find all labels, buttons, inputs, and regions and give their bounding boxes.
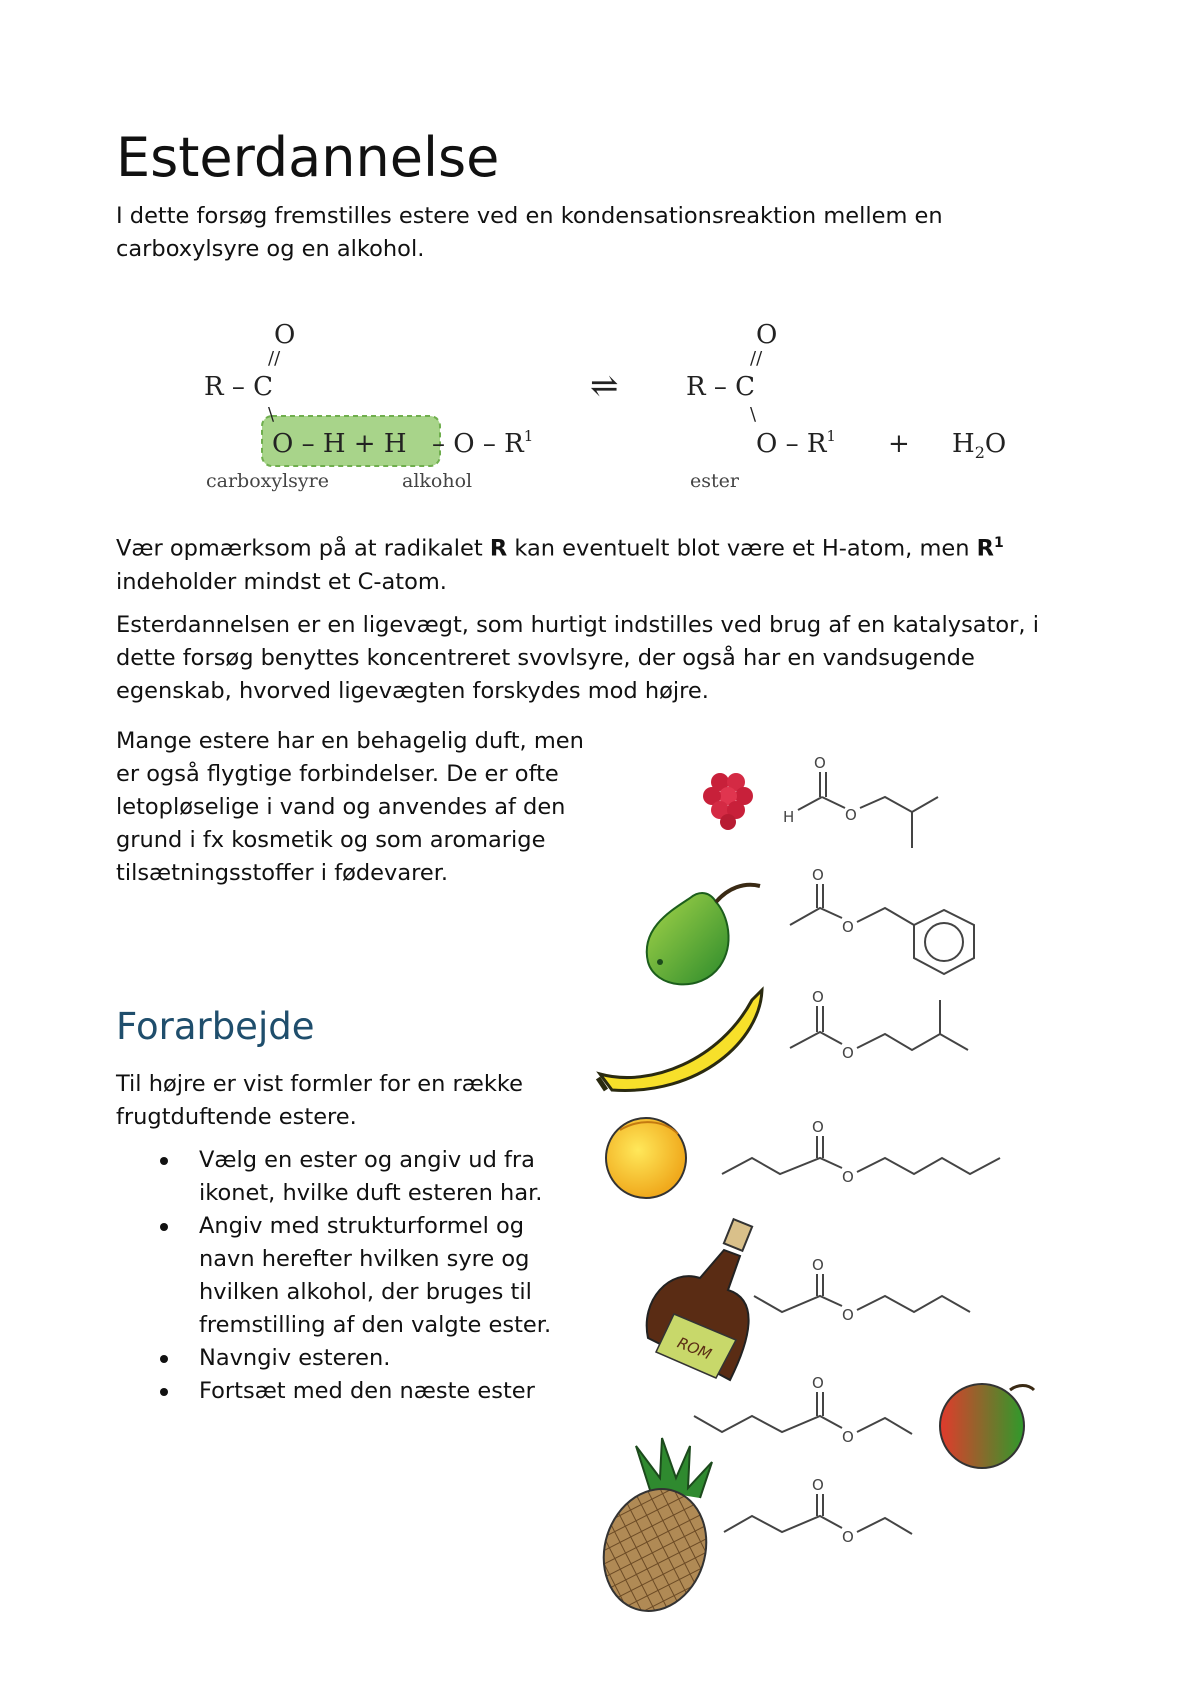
section-intro: Til højre er vist formler for en række frugtduftende estere. <box>116 1071 523 1130</box>
svg-text:O: O <box>814 754 826 772</box>
list-item: Navngiv esteren. <box>116 1342 576 1375</box>
list-item: Angiv med strukturformel og navn herefter hvilken syre og hvilken alkohol, der bruges til fremstilling af den valgte ester. <box>116 1210 576 1342</box>
aroma-paragraph: Mange estere har en behagelig duft, men er også flygtige forbindelser. De er ofte letopløselige i vand og anvendes af den grund i fx kosmetik og som aromarige tilsætningsstoffer i fødevarer. <box>116 728 584 886</box>
svg-text:O: O <box>812 866 824 884</box>
oh-h-group: O – H + H <box>272 429 407 459</box>
svg-text:O: O <box>842 1306 854 1324</box>
label-alkohol: alkohol <box>402 470 473 492</box>
equilibrium-paragraph: Esterdannelsen er en ligevægt, som hurtigt indstilles ved brug af en katalysator, i dette forsøg benyttes koncentreret svovlsyre, der også har en vandsugende egenskab, hvorved ligevægten forskydes mod højre. <box>116 612 1039 704</box>
svg-text:O: O <box>842 1428 854 1446</box>
banana-icon <box>598 990 762 1090</box>
ester-structure-ethyl-butanoate <box>724 1476 912 1546</box>
equilibrium-arrow: ⇌ <box>590 366 619 406</box>
list-item: Fortsæt med den næste ester <box>116 1375 576 1408</box>
list-item: Vælg en ester og angiv ud fra ikonet, hvilke duft esteren har. <box>116 1144 576 1210</box>
label-ester: ester <box>690 470 739 492</box>
note-paragraph: Vær opmærksom på at radikalet R kan eventuelt blot være et H-atom, men $R^1$ indeholder mindst et C-atom. <box>116 535 1004 595</box>
svg-text:H: H <box>783 808 795 826</box>
ester-structure-benzyl-acetate <box>790 866 974 974</box>
pear-icon <box>647 885 760 985</box>
acid-oxygen: O <box>274 320 296 350</box>
ester-or1: O – $R^1$ <box>756 427 836 459</box>
svg-text:O: O <box>812 1476 824 1494</box>
svg-text:O: O <box>845 806 857 824</box>
water-formula: $H_2O$ <box>952 429 1007 462</box>
svg-text:O: O <box>812 988 824 1006</box>
ester-structure-butyl-propanoate <box>754 1256 970 1324</box>
svg-text:O: O <box>842 1044 854 1062</box>
ester-bond-down: \ <box>750 404 757 425</box>
acid-rc: R – C <box>204 372 273 402</box>
intro-paragraph: I dette forsøg fremstilles estere ved en kondensationsreaktion mellem en carboxylsyre og en alkohol. <box>116 203 943 262</box>
acid-bond-down: \ <box>268 404 275 425</box>
apple-icon <box>940 1384 1034 1468</box>
svg-text:O: O <box>812 1256 824 1274</box>
svg-text:O: O <box>812 1118 824 1136</box>
ester-double-bond: // <box>750 348 763 369</box>
label-carboxylsyre: carboxylsyre <box>206 470 329 492</box>
rum-bottle-icon <box>647 1219 752 1380</box>
ester-structure-isobutyl-formate <box>783 754 938 848</box>
plus-sign: + <box>888 429 910 459</box>
ester-structure-pentyl-butanoate <box>722 1118 1000 1186</box>
svg-text:O: O <box>842 1168 854 1186</box>
svg-text:ROM: ROM <box>674 1333 715 1364</box>
apricot-icon <box>606 1118 686 1198</box>
ester-structure-ethyl-hexanoate <box>694 1374 912 1446</box>
ester-oxygen: O <box>756 320 778 350</box>
raspberry-icon <box>703 773 753 830</box>
svg-text:O: O <box>842 918 854 936</box>
section-heading: Forarbejde <box>116 1005 315 1048</box>
ester-structure-isoamyl-acetate <box>790 988 968 1062</box>
pineapple-icon <box>588 1438 721 1624</box>
alcohol-or1: – O – $R^1$ <box>432 427 534 459</box>
svg-text:O: O <box>812 1374 824 1392</box>
svg-text:O: O <box>842 1528 854 1546</box>
page-title: Esterdannelse <box>116 126 500 189</box>
acid-double-bond: // <box>268 348 281 369</box>
ester-rc: R – C <box>686 372 755 402</box>
